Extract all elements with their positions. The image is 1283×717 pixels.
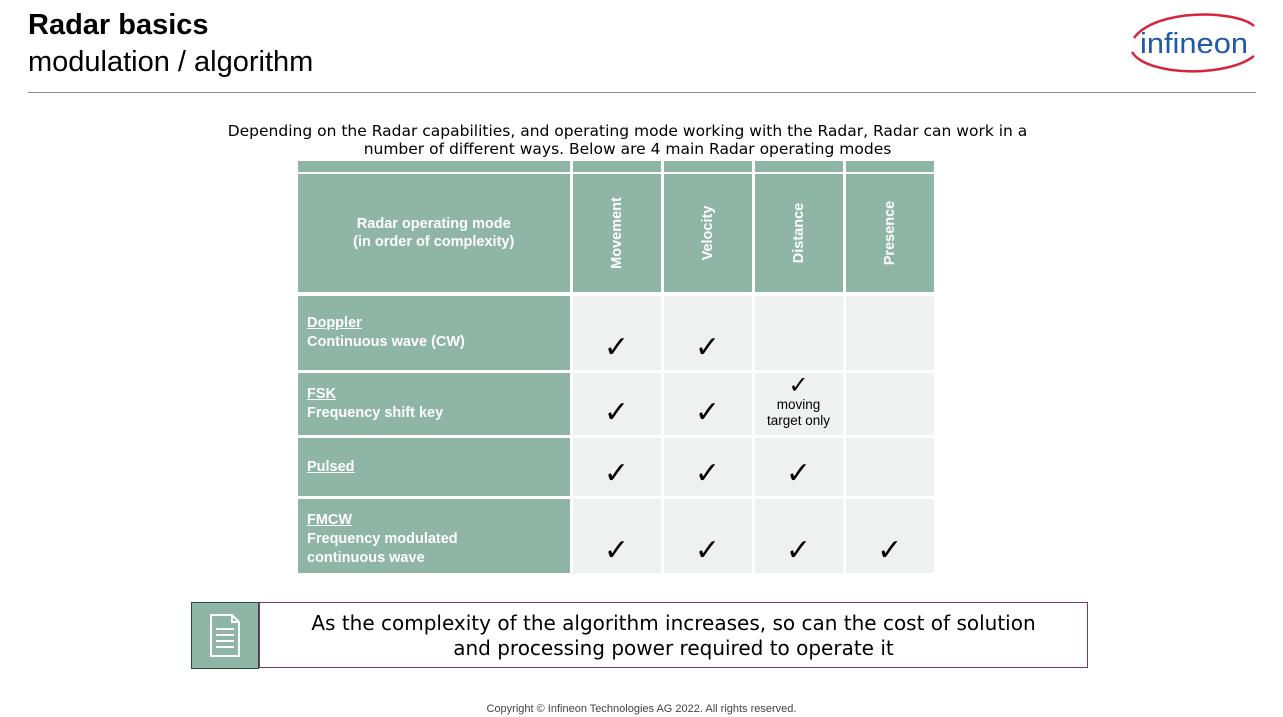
- cell-check: ✓: [571, 497, 662, 574]
- slide-subtitle: modulation / algorithm: [28, 46, 314, 78]
- intro-text: Depending on the Radar capabilities, and operating mode working with the Radar, Radar can work in a number of different ways. Below are 4 main Radar operating modes: [227, 122, 1028, 158]
- column-header-movement: Movement: [571, 173, 662, 294]
- mode-header-line1: Radar operating mode: [356, 216, 511, 232]
- cell-check: ✓: [662, 497, 753, 574]
- table-row: [298, 371, 934, 436]
- table-header-strip: [298, 161, 934, 173]
- cell-check: ✓: [662, 436, 753, 497]
- infineon-logo: [1126, 12, 1258, 74]
- document-icon: [192, 603, 258, 668]
- cell-check: ✓: [662, 294, 753, 371]
- mode-header-line2: (in order of complexity): [353, 234, 515, 250]
- cell-distance-note: ✓ moving target only: [753, 371, 844, 436]
- cell-empty: [844, 294, 934, 371]
- row-mode-fmcw: FMCW Frequency modulated continuous wave: [298, 497, 571, 574]
- callout-text: As the complexity of the algorithm increases, so can the cost of solution and processing power required to operate it: [311, 611, 1036, 660]
- callout-icon-box: [191, 602, 259, 669]
- operating-modes-table: [298, 161, 934, 576]
- cell-empty: [844, 436, 934, 497]
- callout-box: [259, 602, 1088, 668]
- table-row: [298, 294, 934, 371]
- column-header-velocity: Velocity: [662, 173, 753, 294]
- table-row: [298, 497, 934, 574]
- cell-empty: [753, 294, 844, 371]
- slide-title: Radar basics: [28, 9, 209, 41]
- cell-check: ✓: [571, 436, 662, 497]
- table-header-row: [298, 173, 934, 294]
- svg-text:infineon: infineon: [1140, 28, 1248, 60]
- cell-empty: [844, 371, 934, 436]
- cell-check: ✓: [571, 371, 662, 436]
- cell-check: ✓: [753, 436, 844, 497]
- cell-check: ✓: [844, 497, 934, 574]
- table-row: [298, 436, 934, 497]
- column-header-presence: Presence: [844, 173, 934, 294]
- row-mode-fsk: FSK Frequency shift key: [298, 371, 571, 436]
- column-header-distance: Distance: [753, 173, 844, 294]
- row-mode-doppler: Doppler Continuous wave (CW): [298, 294, 571, 371]
- cell-check: ✓: [571, 294, 662, 371]
- mode-column-header: [298, 173, 571, 294]
- copyright-footer: Copyright © Infineon Technologies AG 2022. All rights reserved.: [486, 703, 797, 715]
- cell-check: ✓: [753, 497, 844, 574]
- header-divider: [28, 92, 1256, 93]
- cell-check: ✓: [662, 371, 753, 436]
- row-mode-pulsed: Pulsed: [298, 436, 571, 497]
